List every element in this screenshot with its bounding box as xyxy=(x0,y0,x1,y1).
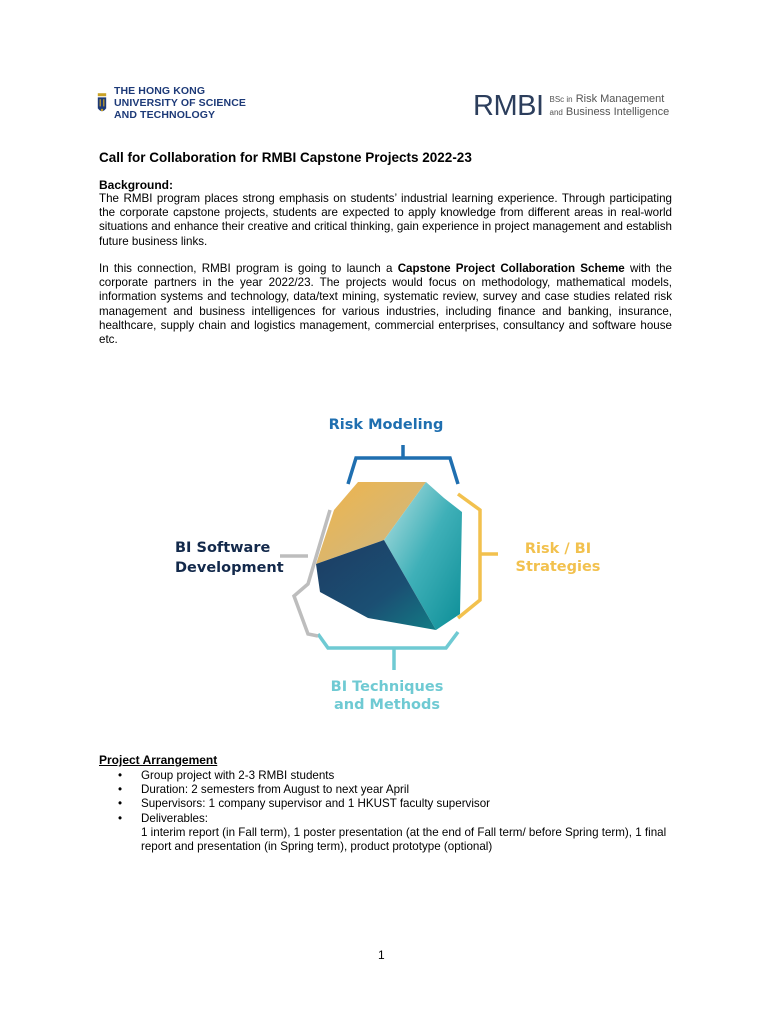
rmbi-degree-prefix: BSc in xyxy=(549,95,573,104)
list-item xyxy=(118,783,693,797)
label-risk-modeling: Risk Modeling xyxy=(328,417,444,433)
list-item xyxy=(118,797,693,811)
rmbi-degree-title xyxy=(550,93,670,119)
list-item-text: Group project with 2-3 RMBI students xyxy=(141,769,335,782)
hkust-crest-icon xyxy=(96,84,108,124)
rmbi-logo xyxy=(473,88,669,124)
rmbi-line-1: Risk Management xyxy=(575,93,665,105)
document-title: Call for Collaboration for RMBI Capstone Projects 2022-23 xyxy=(99,150,472,165)
label-bi-software-1: BI Software xyxy=(175,540,271,556)
list-item-text: Deliverables: xyxy=(141,811,209,825)
list-item xyxy=(118,769,693,783)
hkust-logo-line-1: THE HONG KONG xyxy=(113,85,206,97)
scheme-name: Capstone Project Collaboration Scheme xyxy=(397,262,625,275)
list-item-text: Duration: 2 semesters from August to next year April xyxy=(141,783,410,797)
project-arrangement-list xyxy=(118,769,693,854)
top-bracket xyxy=(348,458,458,484)
label-risk-bi-2: Strategies xyxy=(515,559,600,575)
background-paragraph-1: The RMBI program places strong emphasis on students’ industrial learning experience. Through participating the corporate capstone projects, students are expected to apply knowledge from different areas in real-world situations and enhance their creative and critical thinking, gain experience in project management and establish future business links. xyxy=(99,192,672,248)
label-bi-software-2: Development xyxy=(175,560,284,576)
rmbi-line-2: Business Intelligence xyxy=(565,106,670,118)
hkust-logo xyxy=(96,84,246,124)
bullet: • xyxy=(118,769,123,782)
diagram-graphic xyxy=(168,404,600,724)
label-bi-techniques-1: BI Techniques xyxy=(330,679,444,695)
list-item xyxy=(118,812,693,855)
list-item-text: Supervisors: 1 company supervisor and 1 HKUST faculty supervisor xyxy=(141,797,491,811)
capstone-areas-diagram xyxy=(168,404,600,724)
rmbi-line-2-prefix: and xyxy=(549,108,563,117)
background-heading: Background: xyxy=(99,178,174,192)
background-paragraph-2 xyxy=(99,262,672,347)
bullet: • xyxy=(118,811,123,825)
paragraph-2-rest: with the corporate partners in the year 2022/23. The projects would focus on methodology, mathematical models, information systems and technology, data/text mining, systematic review, survey and case studies related risk management and business intelligences for various industries, including finance and banking, insurance, healthcare, supply chain and logistics management, commercial enterprises, consultancy and software house etc. xyxy=(99,262,672,347)
hkust-logo-line-2: UNIVERSITY OF SCIENCE xyxy=(113,97,246,109)
project-arrangement-heading: Project Arrangement xyxy=(99,753,218,767)
deliverables-detail: 1 interim report (in Fall term), 1 poster presentation (at the end of Fall term/ before Spring term), 1 final report and presentation (in Spring term), product prototype (optional) xyxy=(141,825,667,854)
page-number: 1 xyxy=(378,948,385,962)
label-risk-bi-1: Risk / BI xyxy=(524,541,592,557)
bullet: • xyxy=(118,797,123,811)
paragraph-2-intro: In this connection, RMBI program is going to launch a xyxy=(99,262,398,275)
bullet: • xyxy=(118,783,123,797)
rmbi-wordmark: RMBI xyxy=(473,89,544,122)
label-bi-techniques-2: and Methods xyxy=(333,697,441,713)
bottom-bracket xyxy=(318,632,458,648)
hkust-logo-line-3: AND TECHNOLOGY xyxy=(113,109,216,121)
